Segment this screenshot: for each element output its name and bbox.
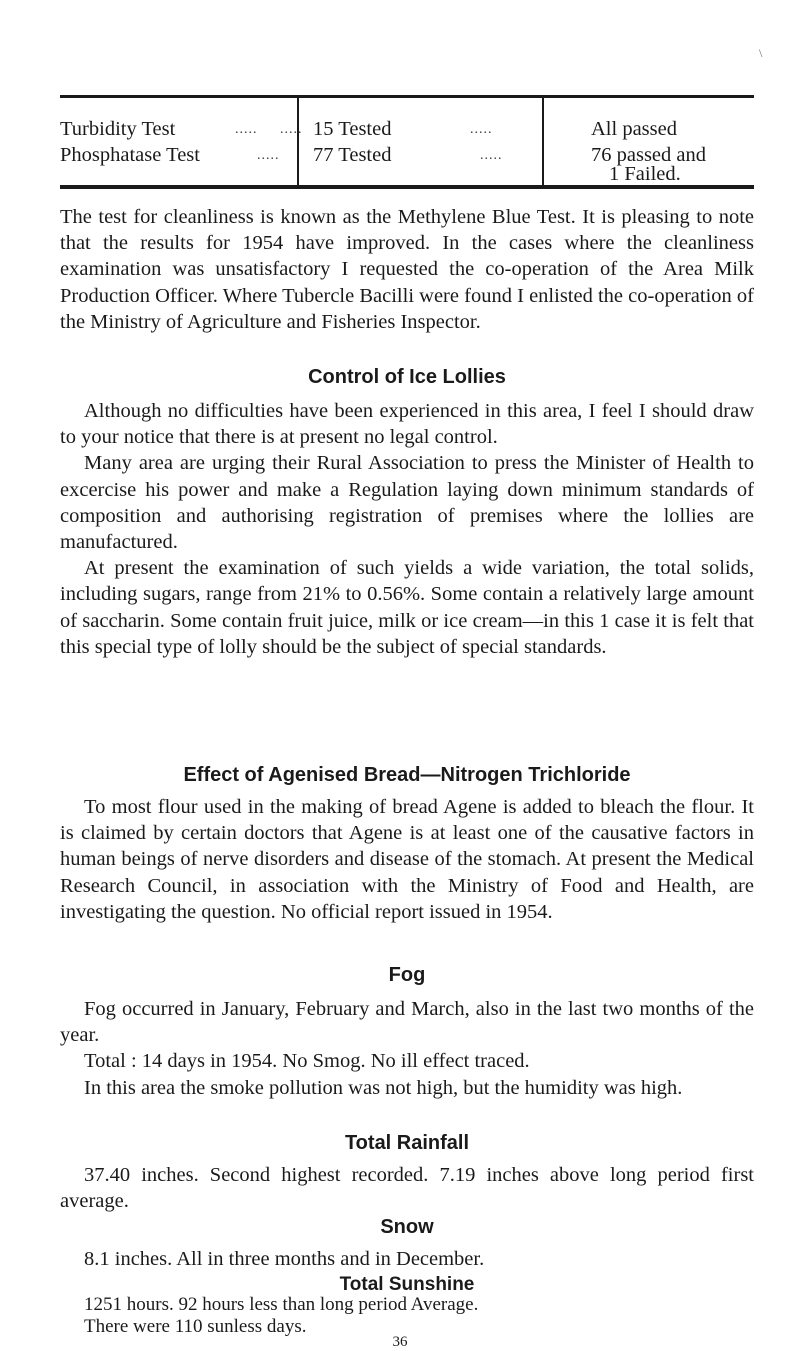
section-heading: Snow xyxy=(380,1216,434,1238)
table-row xyxy=(60,116,754,142)
agenised-section xyxy=(60,794,754,925)
ice-lollies-section xyxy=(60,398,754,660)
table-top-rule xyxy=(60,95,754,98)
paragraph: In this area the smoke pollution was not high, but the humidity was high. xyxy=(84,1076,683,1099)
leader-dots: ..... xyxy=(470,122,493,137)
corner-mark: \ xyxy=(759,46,763,60)
paragraph: There were 110 sunless days. xyxy=(84,1316,307,1337)
table-bottom-rule xyxy=(60,185,754,189)
leader-dots: ..... ..... xyxy=(235,122,303,137)
fog-section xyxy=(60,996,754,1101)
test-name: Phosphatase Test xyxy=(60,144,200,166)
methylene-paragraph xyxy=(60,204,754,335)
paragraph: Fog occurred in January, February and March, also in the last two months of the year. xyxy=(60,998,754,1047)
sunshine-section xyxy=(60,1294,754,1316)
paragraph: 1251 hours. 92 hours less than long period Average. xyxy=(84,1294,479,1315)
tested-count: 15 Tested xyxy=(313,118,392,140)
section-heading: Fog xyxy=(388,964,426,986)
paragraph: Although no difficulties have been experienced in this area, I feel I should draw to your notice that there is at present no legal control. xyxy=(60,400,754,449)
page-number: 36 xyxy=(392,1334,408,1350)
test-result-continued: 1 Failed. xyxy=(609,163,681,185)
section-heading: Control of Ice Lollies xyxy=(308,366,506,388)
paragraph: To most flour used in the making of bread Agene is added to bleach the flour. It is claimed by certain doctors that Agene is at least one of the causative factors in human beings of nerve disorders and disease of the stomach. At present the Medical Research Council, in association with the Ministry of Food and Health, are investigating the question. No official report issued in 1954. xyxy=(60,796,754,923)
test-result: 76 passed and xyxy=(591,144,707,166)
leader-dots: ..... xyxy=(257,148,280,163)
section-heading: Total Sunshine xyxy=(339,1274,475,1295)
leader-dots: ..... xyxy=(480,148,503,163)
paragraph: At present the examination of such yields a wide variation, the total solids, including sugars, range from 21% to 0.56%. Some contain a relatively large amount of saccharin. Some contain fruit juice, milk or ice cream—in this 1 case it is felt that this special type of lolly should be the subject of special standards. xyxy=(60,557,754,658)
tested-count: 77 Tested xyxy=(313,144,392,166)
paragraph: Many area are urging their Rural Association to press the Minister of Health to excercise his power and make a Regulation laying down minimum standards of composition and authorising registration of premises where the lollies are manufactured. xyxy=(60,452,754,554)
milk-test-table xyxy=(60,95,754,195)
section-heading: Total Rainfall xyxy=(344,1132,470,1154)
snow-section xyxy=(60,1246,754,1272)
section-heading: Effect of Agenised Bread—Nitrogen Trichloride xyxy=(183,764,631,786)
rainfall-section xyxy=(60,1162,754,1214)
test-result: All passed xyxy=(591,118,677,140)
table-row xyxy=(60,161,754,187)
paragraph: 8.1 inches. All in three months and in December. xyxy=(84,1248,485,1270)
test-name: Turbidity Test xyxy=(60,118,176,140)
paragraph: The test for cleanliness is known as the Methylene Blue Test. It is pleasing to note that the results for 1954 have improved. In the cases where the cleanliness examination was unsatisfactory I requested the co-operation of the Area Milk Production Officer. Where Tubercle Bacilli were found I enlisted the co-operation of the Ministry of Agriculture and Fisheries Inspector. xyxy=(60,206,754,333)
paragraph: Total : 14 days in 1954. No Smog. No ill effect traced. xyxy=(84,1050,530,1073)
paragraph: 37.40 inches. Second highest recorded. 7.19 inches above long period first average. xyxy=(60,1164,754,1213)
